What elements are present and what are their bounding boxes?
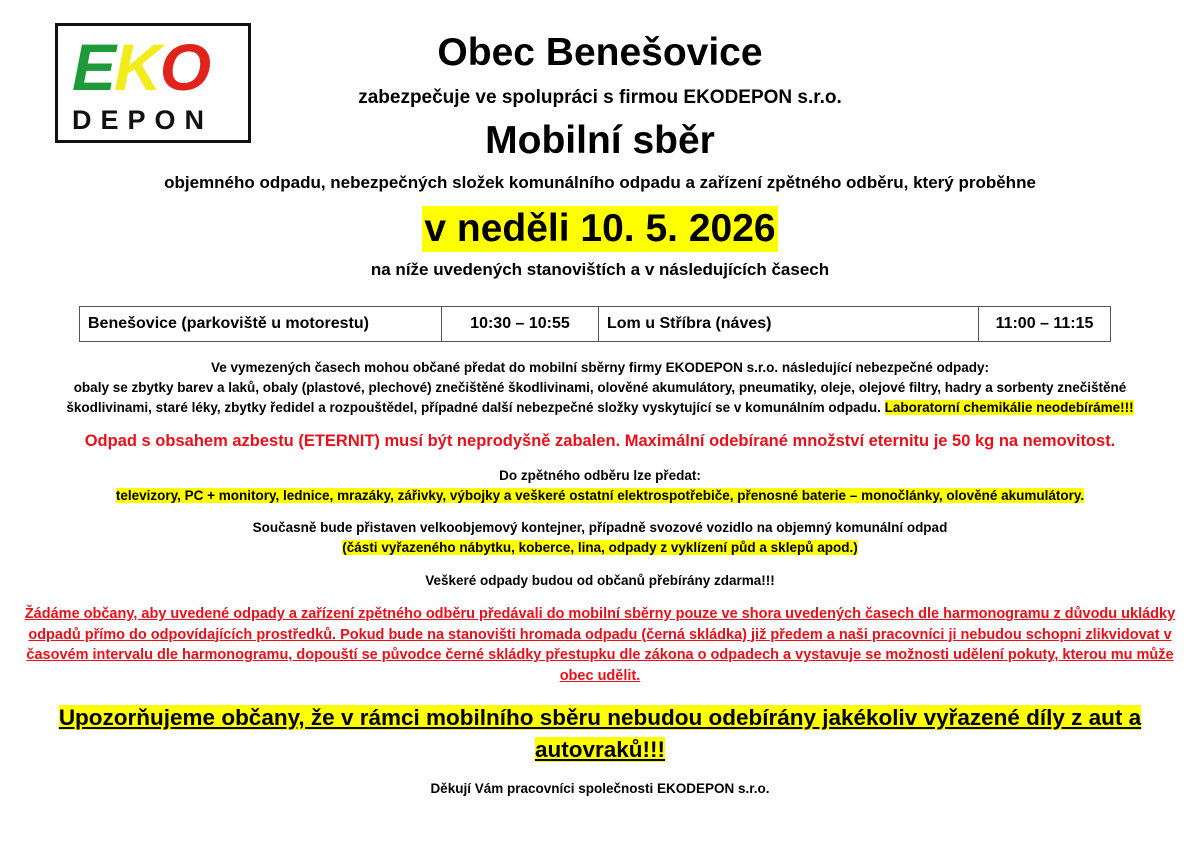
- container-items: (části vyřazeného nábytku, koberce, lina, odpady z vyklízení půd a sklepů apod.): [342, 540, 858, 555]
- collection-date: v neděli 10. 5. 2026: [424, 207, 776, 250]
- places-intro: na níže uvedených stanovištích a v následujících časech: [370, 260, 830, 279]
- schedule-place: Lom u Stříbra (náves): [599, 307, 979, 342]
- car-parts-notice-wrap: [40, 702, 1160, 766]
- lab-chemicals-notice: Laboratorní chemikálie neodebíráme!!!: [884, 400, 1134, 415]
- schedule-row: [80, 307, 1111, 342]
- takeback-title: Do zpětného odběru lze předat:: [499, 468, 701, 483]
- thanks-signature: Děkují Vám pracovníci společnosti EKODEPON s.r.o.: [430, 781, 770, 796]
- car-parts-notice: Upozorňujeme občany, že v rámci mobilního sběru nebudou odebírány jakékoliv vyřazené díly z aut a autovraků!!!: [58, 705, 1142, 762]
- logo-eko-text: EKO: [72, 30, 210, 104]
- hazardous-intro: Ve vymezených časech mohou občané předat do mobilní sběrny firmy EKODEPON s.r.o. následující nebezpečné odpady:: [211, 360, 989, 375]
- asbestos-notice: Odpad s obsahem azbestu (ETERNIT) musí být neprodyšně zabalen. Maximální odebírané množství eternitu je 50 kg na nemovitost.: [84, 432, 1116, 450]
- subtitle: zabezpečuje ve spolupráci s firmou EKODEPON s.r.o.: [358, 87, 842, 108]
- main-title: Mobilní sběr: [485, 119, 715, 162]
- illegal-dump-warning: Žádáme občany, aby uvedené odpady a zařízení zpětného odběru předávali do mobilní sběrny pouze ve shora uvedených časech dle harmonogramu z důvodu ukládky odpadů přímo do odpovídajících prostředků. Pokud bude na stanovišti hromada odpadu (černá skládka) již předem a naši pracovníci ji nebudou schopni zlikvidovat v časovém intervalu dle harmonogramu, dopouští se původce černé skládky přestupku dle zákona o odpadech a vystavuje se možnosti udělení pokuty, kterou mu může obec udělit.: [24, 606, 1176, 684]
- collection-intro: objemného odpadu, nebezpečných složek komunálního odpadu a zařízení zpětného odběru, který proběhne: [164, 173, 1036, 192]
- hazardous-list: [30, 378, 1170, 418]
- schedule-table: [79, 306, 1111, 342]
- schedule-time: 10:30 – 10:55: [442, 307, 599, 342]
- logo-depon-text: DEPON: [72, 105, 214, 135]
- date-wrapper: [0, 206, 1200, 252]
- municipality-title: Obec Benešovice: [437, 31, 763, 74]
- takeback-list: televizory, PC + monitory, lednice, mrazáky, zářivky, výbojky a veškeré ostatní elektrospotřebiče, přenosné baterie – monočlánky, olověné akumulátory.: [115, 488, 1085, 503]
- hazardous-items: obaly se zbytky barev a laků, obaly (plastové, plechové) znečištěné škodlivinami, olověné akumulátory, pneumatiky, oleje, olejové filtry, hadry a sorbenty znečištěné škodlivinami, staré léky, zbytky ředidel a rozpouštědel, případné další nebezpečné složky vyskytující se v komunálním odpadu.: [66, 380, 1127, 415]
- takeback-list-wrap: [0, 486, 1200, 506]
- schedule-place: Benešovice (parkoviště u motorestu): [80, 307, 442, 342]
- container-items-wrap: [0, 538, 1200, 558]
- container-info: Současně bude přistaven velkoobjemový kontejner, případně svozové vozidlo na objemný komunální odpad: [252, 520, 948, 535]
- free-notice: Veškeré odpady budou od občanů přebírány zdarma!!!: [425, 573, 775, 588]
- schedule-time: 11:00 – 11:15: [979, 307, 1111, 342]
